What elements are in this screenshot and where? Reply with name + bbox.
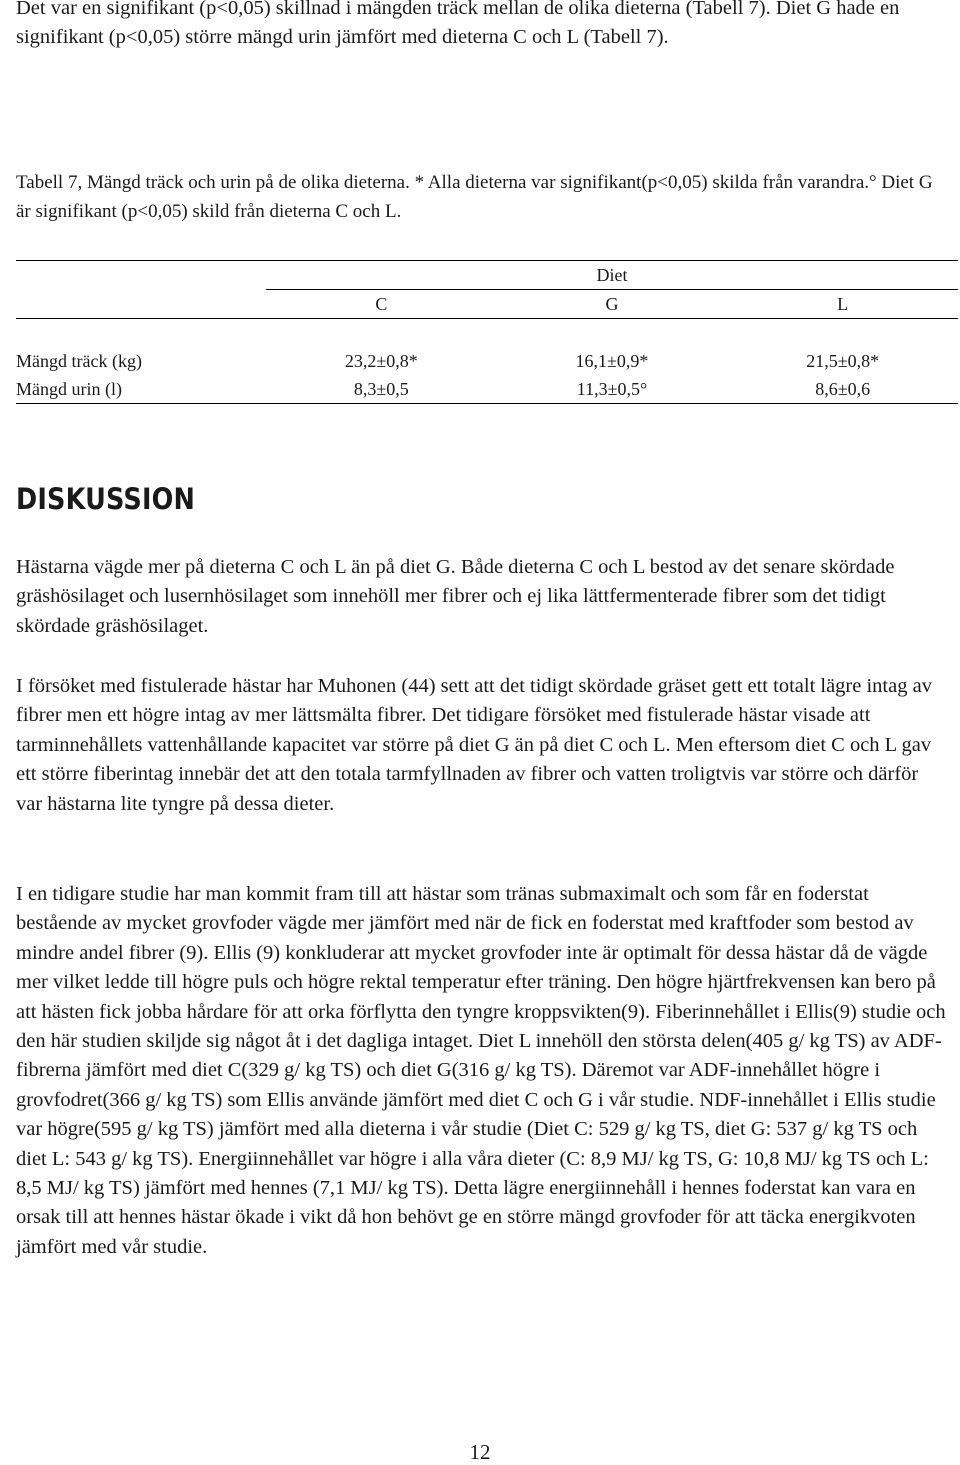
table-spacer-cell xyxy=(16,319,958,348)
results-table xyxy=(16,260,958,404)
table-row xyxy=(16,375,958,404)
row-label-feces: Mängd träck (kg) xyxy=(16,350,142,371)
cell-feces-g: 16,1±0,9* xyxy=(575,350,649,371)
section-heading: DISKUSSION xyxy=(16,482,196,516)
table-corner-cell xyxy=(16,261,266,290)
intro-paragraph: Det var en signifikant (p<0,05) skillnad i mängden träck mellan de olika dieterna (Tabell 7). Diet G hade en signifikant (p<0,05) större mängd urin jämfört med dieterna C och L (Tabell 7). xyxy=(16,0,900,49)
cell-feces-l: 21,5±0,8* xyxy=(806,350,880,371)
column-header-c: C xyxy=(266,290,497,319)
table-corner-cell-2 xyxy=(16,290,266,319)
table-row xyxy=(16,347,958,375)
row-label-urine: Mängd urin (l) xyxy=(16,375,266,404)
body-paragraph-3: I en tidigare studie har man kommit fram till att hästar som tränas submaximalt och som får en foderstat bestående av mycket grovfoder vägde mer jämfört med när de fick en foderstat med kraftfoder som bestod av mindre andel fibrer (9). Ellis (9) konkluderar att mycket grovfoder inte är optimalt för dessa hästar då de vägde mer vilket ledde till högre puls och högre rektal temperatur efter träning. Den högre hjärtfrekvensen kan bero på att hästen fick jobba hårdare för att orka förflytta den tyngre kroppsvikten(9). Fiberinnehållet i Ellis(9) studie och den här studien skiljde sig något åt i det dagliga intaget. Diet L innehöll den största delen(405 g/ kg TS) av ADF-fibrerna jämfört med diet C(329 g/ kg TS) och diet G(316 g/ kg TS). Däremot var ADF-innehållet högre i grovfodret(366 g/ kg TS) som Ellis använde jämfört med diet C och G i vår studie. NDF-innehållet i Ellis studie var högre(595 g/ kg TS) jämfört med alla dieterna i vår studie (Diet C: 529 g/ kg TS, diet G: 537 g/ kg TS och diet L: 543 g/ kg TS). Energiinnehållet var högre i alla våra dieter (C: 8,9 MJ/ kg TS, G: 10,8 MJ/ kg TS och L: 8,5 MJ/ kg TS) jämfört med hennes (7,1 MJ/ kg TS). Detta lägre energiinnehåll i hennes foderstat kan vara en orsak till att hennes hästar ökade i vikt då hon behövt ge en större mängd grovfoder för att täcka energikvoten jämfört med vår studie. xyxy=(16,883,946,1258)
body-paragraph-1: Hästarna vägde mer på dieterna C och L än på diet G. Både dieterna C och L bestod av det senare skördade gräshösilaget och lusernhösilaget som innehöll mer fibrer och ej lika lättfermenterade fibrer som det tidigt skördade gräshösilaget. xyxy=(16,556,895,637)
table-group-header-row xyxy=(16,261,958,290)
cell-urine-c: 8,3±0,5 xyxy=(266,375,497,404)
table-column-header-row xyxy=(16,290,958,319)
cell-feces-c: 23,2±0,8* xyxy=(344,350,418,371)
diet-group-header: Diet xyxy=(266,261,958,290)
column-header-g: G xyxy=(497,290,728,319)
table-spacer-row xyxy=(16,319,958,348)
column-header-l: L xyxy=(727,290,958,319)
cell-urine-l: 8,6±0,6 xyxy=(727,375,958,404)
cell-urine-g: 11,3±0,5° xyxy=(497,375,728,404)
page-number: 12 xyxy=(469,1440,491,1464)
table-caption: Tabell 7, Mängd träck och urin på de olika dieterna. * Alla dieterna var signifikant(p<0,05) skilda från varandra.° Diet G är signifikant (p<0,05) skild från dieterna C och L. xyxy=(16,172,933,222)
body-paragraph-2: I försöket med fistulerade hästar har Muhonen (44) sett att det tidigt skördade gräset gett ett totalt lägre intag av fibrer men ett högre intag av mer lättsmälta fibrer. Det tidigare försöket med fistulerade hästar visade att tarminnehållets vattenhållande kapacitet var större på diet G än på diet C och L. Men eftersom diet C och L gav ett större fiberintag innebär det att den totala tarmfyllnaden av fibrer och vatten troligtvis var större och därför var hästarna lite tyngre på dessa dieter. xyxy=(16,675,932,815)
